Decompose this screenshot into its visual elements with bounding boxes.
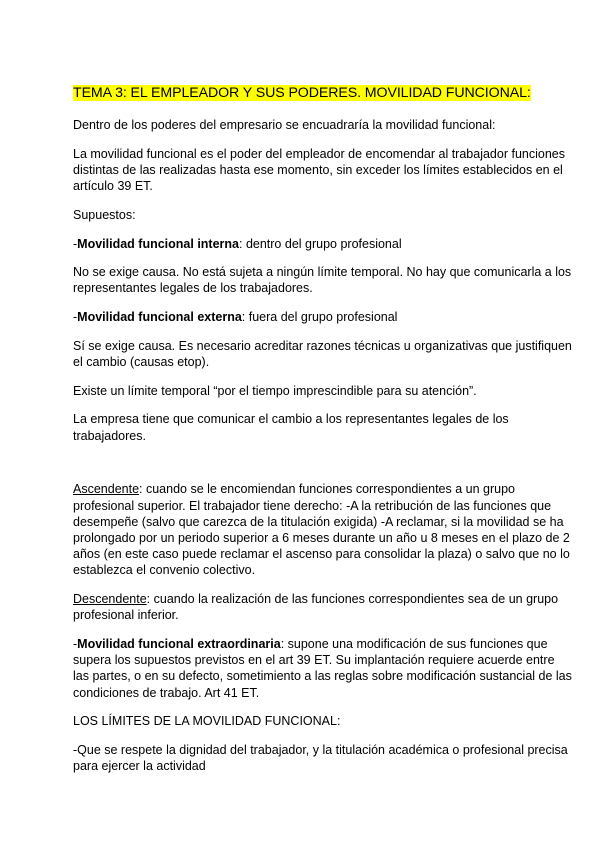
- externa-prefix: -: [73, 310, 78, 325]
- blank-spacer: [73, 456, 573, 481]
- externa-detail-comunicar: La empresa tiene que comunicar el cambio a los representantes legales de los trabajadores.: [73, 412, 509, 443]
- externa-heading: [73, 309, 573, 325]
- limites-item: -Que se respete la dignidad del trabajador, y la titulación académica o profesional precisa para ejercer la actividad: [73, 742, 568, 774]
- ascendente-paragraph: [73, 481, 573, 578]
- intro-paragraph: Dentro de los poderes del empresario se encuadraría la movilidad funcional:: [73, 118, 496, 132]
- ascendente-rest: : cuando se le encomiendan funciones correspondientes a un grupo profesional superior. El trabajador tiene derecho: -A la retribución de las funciones que desempeñe (salvo que carezca de la titulación exigida) -A reclamar, si la movilidad se ha prolongado por un periodo superior a 6 meses durante un año u 8 meses en el plazo de 2 años (en este caso puede reclamar el ascenso para consolidar la plaza) o salvo que no lo establezca el convenio colectivo.: [73, 482, 570, 578]
- externa-detail-limite: Existe un límite temporal “por el tiempo imprescindible para su atención”.: [73, 383, 477, 398]
- externa-rest: : fuera del grupo profesional: [241, 310, 398, 325]
- supuestos-label: Supuestos:: [73, 207, 136, 222]
- interna-heading: [73, 236, 573, 252]
- document-title: TEMA 3: EL EMPLEADOR Y SUS PODERES. MOVILIDAD FUNCIONAL:: [73, 85, 531, 101]
- extraordinaria-paragraph: [73, 636, 573, 701]
- descendente-term: Descendente: [73, 592, 147, 607]
- title-block: [73, 84, 573, 102]
- extraordinaria-prefix: -: [73, 636, 78, 651]
- definition-paragraph: La movilidad funcional es el poder del empleador de encomendar al trabajador funciones distintas de las realizadas hasta ese momento, sin exceder los límites establecidos en el artículo 39 ET.: [73, 146, 565, 194]
- descendente-rest: : cuando la realización de las funciones correspondientes sea de un grupo profesional inferior.: [73, 592, 559, 623]
- limites-heading: LOS LÍMITES DE LA MOVILIDAD FUNCIONAL:: [73, 714, 341, 729]
- descendente-paragraph: [73, 591, 573, 623]
- interna-detail: No se exige causa. No está sujeta a ningún límite temporal. No hay que comunicarla a los representantes legales de los trabajadores.: [73, 265, 572, 296]
- interna-rest: : dentro del grupo profesional: [239, 236, 402, 251]
- externa-detail-causa: Sí se exige causa. Es necesario acreditar razones técnicas u organizativas que justifiquen el cambio (causas etop).: [73, 338, 572, 370]
- externa-term: Movilidad funcional externa: [77, 310, 242, 325]
- extraordinaria-term: Movilidad funcional extraordinaria: [77, 636, 281, 651]
- document-page: [73, 84, 573, 787]
- extraordinaria-rest: : supone una modificación de sus funciones que supera los supuestos previstos en el art 39 ET. Su implantación requiere acuerde entre las partes, o en su defecto, sometimiento a las reglas sobre modificación sustancial de las condiciones de trabajo. Art 41 ET.: [73, 636, 572, 700]
- interna-prefix: -: [73, 236, 78, 251]
- interna-term: Movilidad funcional interna: [77, 236, 239, 251]
- ascendente-term: Ascendente: [73, 482, 140, 497]
